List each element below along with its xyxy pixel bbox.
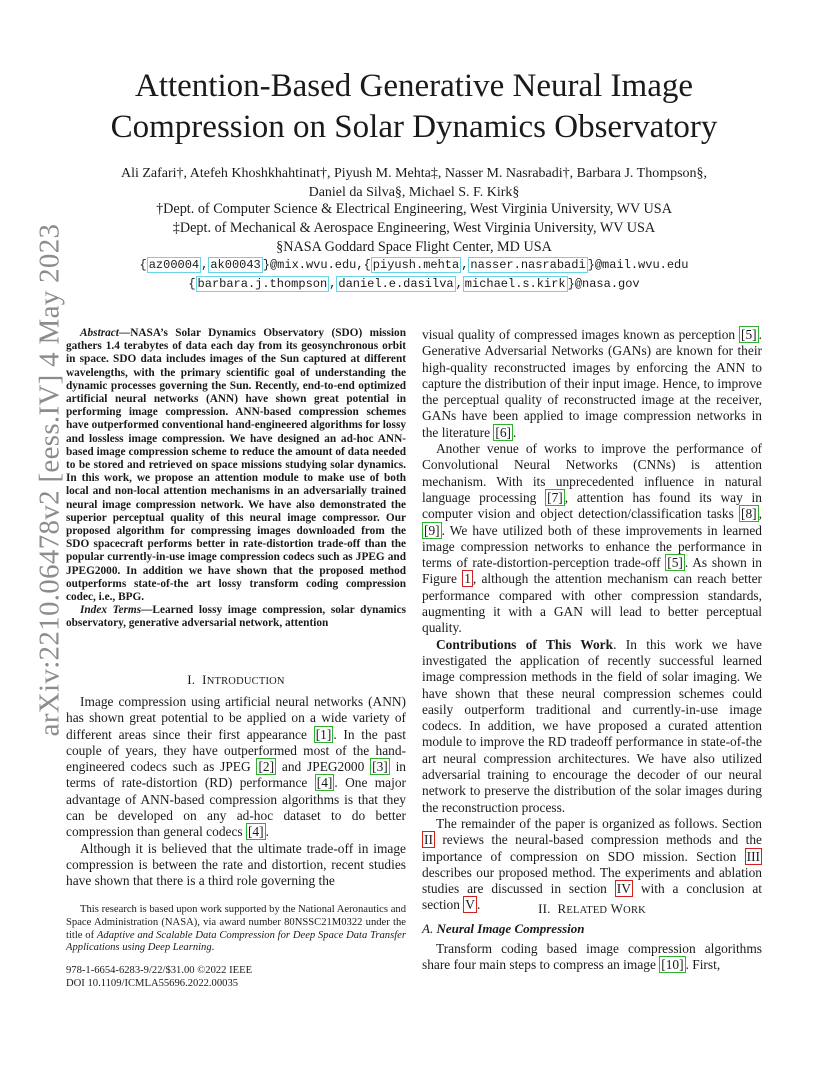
- text-run: and JPEG2000: [276, 759, 371, 775]
- introduction-body: [66, 694, 406, 890]
- affiliation-1: †Dept. of Computer Science & Electrical Engineering, West Virginia University, WV USA: [156, 201, 672, 217]
- affiliation-2: ‡Dept. of Mechanical & Aerospace Engineering, West Virginia University, WV USA: [172, 220, 656, 236]
- authors-line-1: Ali Zafari†, Atefeh Khoshkhahtinat†, Piyush M. Mehta‡, Nasser M. Nasrabadi†, Barbara J. Thompson§,: [120, 166, 708, 181]
- authors-line-2: Daniel da Silva§, Michael S. F. Kirk§: [308, 185, 520, 200]
- index-terms-label: Index Terms: [80, 604, 142, 617]
- section-number: I.: [187, 672, 196, 687]
- citation-link[interactable]: [8]: [741, 506, 757, 522]
- emails-line-1: [40, 256, 788, 275]
- abstract-text: —NASA’s Solar Dynamics Observatory (SDO) mission gathers 1.4 terabytes of data each day from its geosynchronous orbit in space. SDO data includes images of the Sun captured at different wavelengths, with the primary scientific goal of understanding the dynamic processes governing the Sun. Recently, end-to-end optimized artificial neural networks (ANN) have shown great potential in performing image compression. ANN-based compression schemes have outperformed conventional hand-engineered algorithms for lossy and lossless image compression. We have designed an ad-hoc ANN-based image compression scheme to reduce the amount of data needed to be stored and retrieved on space missions studying solar dynamics. In this work, we propose an attention module to make use of both local and non-local attention mechanisms in an adversarially trained neural image compression network. We have also demonstrated the superior perceptual quality of this neural image compressor. Our proposed algorithm for compressing images downloaded from the SDO spacecraft performs better in rate-distortion trade-off than the popular currently-in-use image compression codecs such as JPEG and JPEG2000. In addition we have shown that the proposed method outperforms state-of-the art lossy transform coding compression codec, i.e., BPG.: [66, 327, 406, 604]
- section-link[interactable]: V: [465, 897, 475, 913]
- abstract-label: Abstract: [80, 327, 119, 339]
- text-run: Another venue of works to improve the performance of Convolutional Neural Networks (CNNs) is attention mechanism. With its unprecedented influence in natural language processing: [422, 441, 762, 505]
- contributions-heading: Contributions of This Work: [436, 636, 614, 652]
- section-title-initial: I: [202, 672, 207, 687]
- right-column: [422, 327, 762, 914]
- text-run: . As shown in Figure: [422, 555, 762, 587]
- right-paragraph-3: [422, 637, 762, 816]
- email-link[interactable]: piyush.mehta: [372, 258, 460, 272]
- text-run: visual quality of compressed images known as perception: [422, 327, 740, 342]
- text-run: , although the attention mechanism can reach better performance compared with other compression standards, augmenting it with a GAN will lead to better perceptual quality.: [422, 571, 763, 636]
- brace: {: [139, 258, 147, 272]
- text-run: in terms of rate-distortion (RD) performance: [66, 759, 406, 791]
- email-link[interactable]: ak00043: [210, 258, 261, 272]
- citation-link[interactable]: [1]: [315, 726, 332, 742]
- intro-paragraph-1: [66, 694, 406, 841]
- citation-link[interactable]: [7]: [547, 489, 563, 505]
- funding-footnote: [66, 904, 406, 955]
- section-title-rest: ORK: [623, 905, 646, 916]
- section-title-rest: ELATED: [566, 905, 608, 916]
- publication-info: [66, 965, 406, 991]
- emails-line-2: [40, 275, 788, 294]
- intro-paragraph-2: Although it is believed that the ultimate trade-off in image compression is between the rate and distortion, recent studies have shown that there is a third role governing the: [66, 840, 406, 889]
- citation-link[interactable]: [2]: [258, 759, 275, 775]
- subsection-title: Neural Image Compression: [436, 921, 585, 936]
- text-run: Transform coding based image compression algorithms share four main steps to compress an image: [422, 941, 762, 973]
- isbn-line: 978-1-6654-6283-9/22/$31.00 ©2022 IEEE: [66, 965, 253, 976]
- section-number: II.: [538, 901, 551, 916]
- right-paragraph-1: [422, 327, 762, 441]
- email-link[interactable]: daniel.e.dasilva: [338, 277, 454, 291]
- subsection-heading: [422, 921, 762, 937]
- section-heading-related-work: [422, 901, 762, 917]
- footnote-text: .: [211, 942, 215, 954]
- section-title-rest: NTRODUCTION: [206, 676, 285, 687]
- text-run: . We have utilized both of these improvements in learned image compression networks to enhance the performance in terms of rate-distortion-perception trade-off: [422, 522, 762, 571]
- right-paragraph-2: [422, 441, 762, 637]
- citation-link[interactable]: [10]: [661, 957, 684, 973]
- index-terms: [66, 604, 406, 630]
- text-run: . First,: [685, 957, 721, 973]
- subsection-label: A.: [422, 921, 434, 936]
- email-domain: }@mail.wvu.edu: [587, 258, 689, 272]
- text-run: describes our proposed method. The experiments and ablation studies are discussed in section: [422, 864, 762, 897]
- text-run: , attention has found its way in computer vision and object detection/classification tasks: [422, 489, 762, 522]
- text-run: . One major advantage of ANN-based compression algorithms is that they can be developed on any ad-hoc dataset to do better compression than general codecs: [66, 775, 406, 840]
- separator: ,: [201, 258, 209, 272]
- text-run: ,: [758, 506, 762, 522]
- brace: {: [188, 277, 196, 291]
- email-link[interactable]: michael.s.kirk: [464, 277, 566, 291]
- section-heading-introduction: [66, 672, 406, 688]
- citation-link[interactable]: [4]: [316, 775, 333, 791]
- email-link[interactable]: az00004: [148, 258, 200, 272]
- section-title-initial: W: [610, 901, 624, 916]
- text-run: .: [513, 424, 517, 440]
- text-run: . In the past couple of years, they have outperformed most of the hand-engineered codecs such as JPEG: [66, 726, 406, 775]
- left-column: [66, 327, 406, 631]
- citation-link[interactable]: [4]: [247, 824, 264, 840]
- separator: ,: [455, 277, 463, 291]
- arxiv-stamp: arXiv:2210.06478v2 [eess.IV] 4 May 2023: [33, 223, 66, 737]
- section-link[interactable]: II: [424, 832, 433, 848]
- related-work-body: [422, 941, 762, 974]
- citation-link[interactable]: [5]: [741, 327, 757, 342]
- email-domain: }@mix.wvu.edu,{: [262, 258, 371, 272]
- citation-link[interactable]: [3]: [372, 759, 388, 775]
- separator: ,: [461, 258, 469, 272]
- text-run: The remainder of the paper is organized as follows. Section: [436, 815, 762, 831]
- index-terms-text: —Learned lossy image compression, solar dynamics observatory, generative adversarial network, attention: [66, 604, 406, 630]
- doi-line: DOI 10.1109/ICMLA55696.2022.00035: [66, 977, 239, 989]
- separator: ,: [329, 277, 337, 291]
- authors: [40, 164, 788, 202]
- affiliation-3: §NASA Goddard Space Flight Center, MD USA: [276, 239, 552, 255]
- citation-link[interactable]: [5]: [667, 555, 683, 571]
- text-run: .: [476, 897, 481, 913]
- citation-link[interactable]: [6]: [495, 424, 512, 440]
- paper-title: [0, 66, 828, 148]
- affiliations: [40, 200, 788, 257]
- right-paragraph-4: [422, 816, 762, 914]
- email-domain: }@nasa.gov: [567, 277, 640, 291]
- text-run: .: [265, 824, 269, 840]
- section-link[interactable]: IV: [616, 881, 631, 897]
- text-run: Image compression using artificial neural networks (ANN) has shown great potential to be applied on a wide variety of different areas since their first appearance: [66, 694, 406, 742]
- email-link[interactable]: barbara.j.thompson: [197, 277, 328, 291]
- footnote-project-title: Adaptive and Scalable Data Compression for Deep Space Data Transfer Applications using Deep Learning: [66, 929, 406, 954]
- right-paragraph-5: [422, 941, 762, 974]
- abstract: [66, 327, 406, 604]
- figure-link[interactable]: 1: [464, 571, 471, 587]
- citation-link[interactable]: [9]: [424, 522, 440, 538]
- text-run: . In this work we have investigated the application of recently successful learned image compression methods in the field of solar imaging. We have shown that these neural compression schemes could easily outperform traditional and currently-in-use image codecs. In addition, we have proposed a curated attention module to improve the RD tradeoff performance in state-of-the art neural compression architectures. We have also utilized adversarial training to encourage the decoder of our neural network to preserve the distribution of the solar images during the reconstruction process.: [422, 636, 762, 815]
- emails: [40, 256, 788, 294]
- email-link[interactable]: nasser.nasrabadi: [470, 258, 586, 272]
- section-title-initial: R: [557, 901, 567, 916]
- title-line-2: Compression on Solar Dynamics Observatory: [110, 109, 718, 145]
- text-run: with a conclusion at section: [422, 881, 762, 913]
- title-line-1: Attention-Based Generative Neural Image: [134, 68, 694, 104]
- text-run: . Generative Adversarial Networks (GANs) are known for their high-quality reconstructed images by enforcing the ANN to capture the distribution of their input image. Hence, to improve the perceptual quality of reconstructed image at the receiver, GANs have been applied to image compression networks in the literature: [422, 327, 762, 440]
- section-link[interactable]: III: [746, 848, 760, 864]
- text-run: reviews the neural-based compression methods and the importance of compression on SDO mission. Section: [422, 832, 762, 864]
- footnote-text: This research is based upon work supported by the National Aeronautics and Space Administration (NASA), via award number 80NSSC21M0322 under the title of: [66, 904, 406, 941]
